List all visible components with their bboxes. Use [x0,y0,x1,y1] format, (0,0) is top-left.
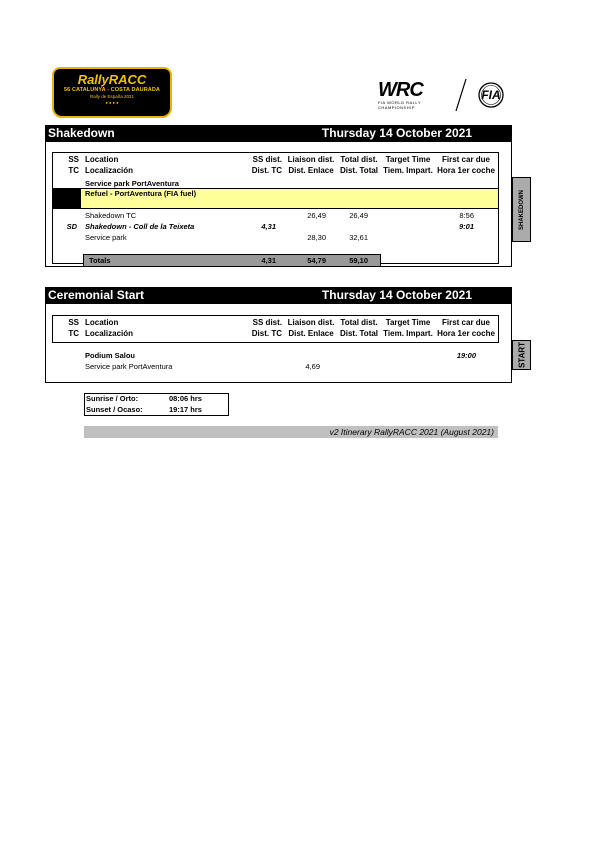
totals-ssdist: 4,31 [261,256,276,265]
c-col-total-es: Dist. Total [339,329,379,338]
row1-first: 8:56 [459,211,474,220]
ceremonial-service-liaison: 4,69 [305,362,320,371]
col-liaison-es: Dist. Enlace [288,166,334,175]
c-col-total-en: Total dist. [340,318,378,327]
row2-ss: SD [66,222,77,231]
col-location-en: Location [85,155,119,164]
fia-logo [470,82,512,108]
start-side-label: START [517,341,526,369]
col-ssdist-en: SS dist. [252,155,282,164]
c-col-liaison-es: Dist. Enlace [288,329,334,338]
rally-logo-title: RallyRACC [77,72,147,87]
sunrise-label: Sunrise / Orto: [86,394,139,403]
wrc-logo-text: WRC [378,79,423,101]
row3-total: 32,61 [349,233,368,242]
col-total-es: Dist. Total [339,166,379,175]
rally-logo-sponsors: ● ● ● ● [105,100,119,105]
shakedown-side-label: SHAKEDOWN [518,189,525,230]
row2-ssdist: 4,31 [261,222,276,231]
shakedown-header [45,125,512,142]
shakedown-side-tab [512,177,531,242]
fia-logo-text: FIA [481,88,501,102]
row1-liaison: 26,49 [307,211,326,220]
logo-divider-slash [455,78,467,112]
c-col-location-en: Location [85,318,119,327]
wrc-logo [378,80,448,108]
refuel-label: Refuel - PortAventura (FIA fuel) [85,189,197,198]
col-first-en: First car due [441,155,490,164]
totals-label: Totals [89,256,111,265]
podium-first: 19:00 [456,351,476,360]
sunset-label: Sunset / Ocaso: [86,405,143,414]
row3-liaison: 28,30 [307,233,326,242]
service-park-label: Service park PortAventura [85,179,179,188]
col-total-en: Total dist. [340,155,378,164]
footer-bar [84,426,498,438]
col-ssdist-es: Dist. TC [251,166,282,175]
ceremonial-service-location: Service park PortAventura [85,362,173,371]
col-liaison-en: Liaison dist. [287,155,335,164]
totals-liaison: 54,79 [307,256,326,265]
c-col-target-en: Target Time [385,318,431,327]
col-location-es: Localización [85,166,134,175]
col-tc: TC [68,166,79,175]
ceremonial-date: Thursday 14 October 2021 [321,288,472,302]
refuel-marker [52,188,80,209]
c-col-ssdist-es: Dist. TC [251,329,282,338]
row2-first: 9:01 [458,222,474,231]
c-col-ss: SS [68,318,79,327]
footer-version: v2 Itinerary RallyRACC 2021 (August 2021) [329,427,494,437]
rallyracc-logo [52,67,172,118]
ceremonial-title: Ceremonial Start [48,288,145,302]
c-col-location-es: Localización [85,329,134,338]
shakedown-title: Shakedown [48,126,115,140]
col-ss: SS [68,155,79,164]
totals-total: 59,10 [349,256,368,265]
rally-logo-subtitle-2: Rally de España 2021 [89,94,135,99]
c-col-target-es: Tiem. Impart. [383,329,433,338]
ceremonial-header [45,287,512,304]
sunrise-time: 08:06 hrs [169,394,202,403]
c-col-tc: TC [68,329,79,338]
c-col-first-es: Hora 1er coche [437,329,495,338]
row3-location: Service park [85,233,127,242]
start-side-tab [512,340,531,370]
c-col-first-en: First car due [441,318,490,327]
wrc-logo-subtitle: FIA WORLD RALLY CHAMPIONSHIP [378,100,421,110]
c-col-ssdist-en: SS dist. [252,318,282,327]
col-target-es: Tiem. Impart. [383,166,433,175]
row1-total: 26,49 [349,211,368,220]
row2-location: Shakedown - Coll de la Teixeta [85,222,195,231]
shakedown-date: Thursday 14 October 2021 [321,126,472,140]
col-first-es: Hora 1er coche [437,166,495,175]
sunset-time: 19:17 hrs [169,405,202,414]
c-col-liaison-en: Liaison dist. [287,318,335,327]
podium-location: Podium Salou [85,351,136,360]
rally-logo-subtitle: 56 CATALUNYA - COSTA DAURADA [64,87,160,93]
col-target-en: Target Time [385,155,431,164]
row1-location: Shakedown TC [85,211,137,220]
